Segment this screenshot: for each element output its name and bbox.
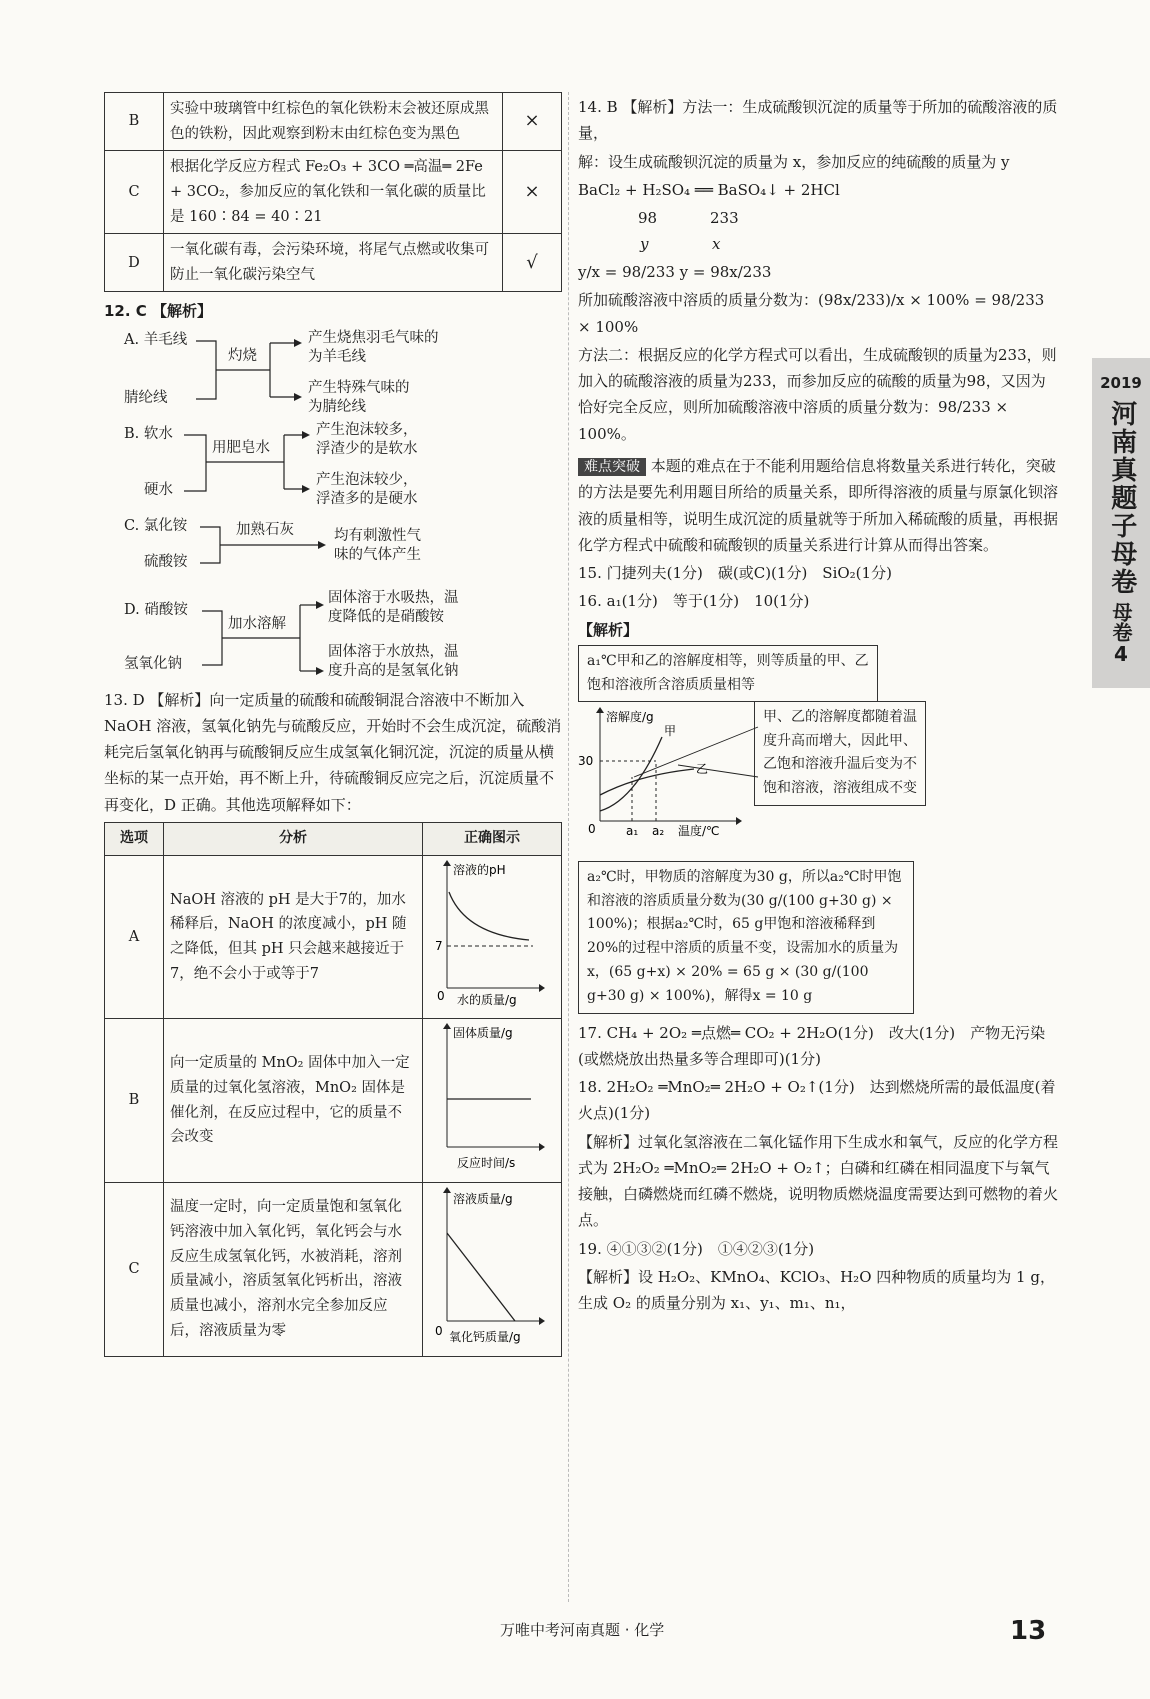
flow-a-label2: 腈纶线: [124, 389, 168, 406]
y-axis-label: 溶液质量/g: [453, 1192, 513, 1207]
table-row: [105, 1019, 562, 1183]
flow-a-label1: A. 羊毛线: [124, 331, 188, 348]
analysis-cell: 温度一定时，向一定质量饱和氢氧化钙溶液中加入氧化钙，氧化钙会与水反应生成氢氧化钙，水被消耗，溶剂质量减小，溶质氢氧化钙析出，溶液质量也减小，溶剂水完全参加反应后，溶液质量为零: [164, 1183, 423, 1357]
y-axis-label: 固体质量/g: [453, 1026, 513, 1041]
mass-baso4: 233: [710, 209, 739, 227]
origin-label: 0: [437, 988, 445, 1003]
curve-label-yi: 乙: [696, 761, 709, 776]
q17-answer: 17. CH₄ + 2O₂ ═点燃═ CO₂ + 2H₂O(1分) 改大(1分) 产物无污染(或燃烧放出热量多等合理即可)(1分): [578, 1023, 1046, 1068]
var-x: x: [712, 235, 721, 253]
analysis-cell: 根据化学反应方程式 Fe₂O₃ + 3CO ═高温═ 2Fe + 3CO₂，参加反应的氧化铁和一氧化碳的质量比是 160∶84 = 40∶21: [164, 151, 503, 234]
flow-d-label2: 氢氧化钠: [124, 655, 182, 672]
analysis-cell: 一氧化碳有毒，会污染环境，将尾气点燃或收集可防止一氧化碳污染空气: [164, 234, 503, 292]
q14-masses: [578, 205, 1058, 257]
option-cell: A: [105, 855, 164, 1019]
mark-cell: ×: [503, 151, 562, 234]
analysis-cell: NaOH 溶液的 pH 是大于7的，加水稀释后，NaOH 的浓度减小，pH 随之降低，但其 pH 只会越来越接近于7，绝不会小于或等于7: [164, 855, 423, 1019]
solubility-graph: [578, 707, 778, 857]
flow-b-result1: 产生泡沫较多，: [316, 421, 418, 438]
x-axis-label: 氧化钙质量/g: [449, 1330, 521, 1345]
mark-cell: ×: [503, 93, 562, 151]
table-row: [105, 234, 562, 292]
difficulty-tag: 难点突破: [578, 458, 646, 476]
side-tab-sub2: 4: [1114, 642, 1128, 667]
flow-diagram-d: [104, 589, 562, 681]
flow-diagram-a: [104, 329, 562, 415]
page-footer: [0, 1617, 1150, 1647]
q16-note-box1: a₁℃甲和乙的溶解度相等，则等质量的甲、乙饱和溶液所含溶质质量相等: [578, 645, 878, 703]
flow-a-result2: 产生特殊气味的: [308, 379, 410, 396]
x-axis-label: 水的质量/g: [457, 992, 517, 1007]
mark-cell: √: [503, 234, 562, 292]
side-tab-sub1: 母卷: [1109, 602, 1133, 643]
flow-c-label1: C. 氯化铵: [124, 517, 188, 534]
flow-c-result1b: 味的气体产生: [334, 546, 421, 563]
x-axis-label: 反应时间/s: [457, 1156, 516, 1171]
flow-d-result2b: 度升高的是氢氧化钠: [328, 662, 459, 679]
flow-a-result2b: 为腈纶线: [308, 398, 366, 415]
flow-d-label1: D. 硝酸铵: [124, 601, 188, 618]
flow-d-result2: 固体溶于水放热，温: [328, 643, 459, 660]
q19-jiexi: 【解析】设 H₂O₂、KMnO₄、KClO₃、H₂O 四种物质的质量均为 1 g，生成 O₂ 的质量分别为 x₁、y₁、m₁、n₁，: [578, 1267, 1055, 1313]
col-header-option: 选项: [105, 822, 164, 855]
flow-d-method: 加水溶解: [228, 615, 286, 632]
difficulty-text: 本题的难点在于不能利用题给信息将数量关系进行转化，突破的方法是要先利用题目所给的质量关系，即所得溶液的质量与原氯化钡溶液的质量相等，说明生成沉淀的质量就等于所加入稀硫酸的质量，再根据化学方程式中硫酸和硫酸钡的质量关系进行计算从而得出答案。: [578, 456, 1059, 554]
q14-line4: 方法二：根据反应的化学方程式可以看出，生成硫酸钡的质量为233，则加入的硫酸溶液的质量为233，而参加反应的硫酸的质量为98，又因为恰好完全反应，则所加硫酸溶液中溶质的质量分数为：98/233 × 100%。: [578, 345, 1057, 443]
y-axis-label: 溶解度/g: [606, 709, 654, 724]
x-axis-label: 温度/℃: [678, 823, 720, 838]
q12-heading: 12. C 【解析】: [104, 302, 213, 321]
table-row: [105, 1183, 562, 1357]
column-divider: [568, 92, 569, 1602]
graph-cell: [423, 855, 562, 1019]
left-column: [104, 92, 562, 1357]
option-cell: B: [105, 93, 164, 151]
side-tab-sub: [1092, 602, 1150, 666]
page-number: 13: [1010, 1616, 1047, 1646]
side-tab-title: 河南真题子母卷: [1106, 400, 1137, 597]
q14-line3: 所加硫酸溶液中溶质的质量分数为：(98x/233)/x × 100% = 98/233 × 100%: [578, 291, 1045, 336]
table-row: [105, 151, 562, 234]
flow-c-result1: 均有刺激性气: [334, 527, 421, 544]
var-y: y: [640, 235, 649, 253]
flow-d-result1: 固体溶于水吸热，温: [328, 589, 459, 606]
q13-table: [104, 822, 562, 1357]
flow-b-method: 用肥皂水: [212, 439, 270, 456]
side-tab: [1092, 358, 1150, 688]
origin-label: 0: [435, 1324, 443, 1339]
option-cell: C: [105, 1183, 164, 1357]
q16-answer: 16. a₁(1分) 等于(1分) 10(1分): [578, 592, 810, 611]
q16-jiexi: 【解析】: [578, 620, 639, 639]
flow-d-result1b: 度降低的是硝酸铵: [328, 608, 444, 625]
solid-mass-graph: [425, 1021, 545, 1171]
graph-cell: [423, 1019, 562, 1183]
q14-equation: BaCl₂ + H₂SO₄ ══ BaSO₄↓ + 2HCl: [578, 180, 840, 199]
right-column: [578, 92, 1058, 1318]
flow-diagram-c: [104, 513, 562, 583]
col-header-analysis: 分析: [164, 822, 423, 855]
flow-diagram-b: [104, 421, 562, 507]
mass-h2so4: 98: [638, 209, 658, 227]
q14-line2: 解：设生成硫酸钡沉淀的质量为 x，参加反应的纯硫酸的质量为 y: [578, 152, 1010, 171]
q18-answer: 18. 2H₂O₂ ═MnO₂═ 2H₂O + O₂↑(1分) 达到燃烧所需的最低温度(着火点)(1分): [578, 1078, 1056, 1123]
flow-c-label2: 硫酸铵: [144, 553, 188, 570]
table-header-row: [105, 822, 562, 855]
y-tick-30: 30: [578, 753, 594, 768]
x-tick-a2: a₂: [652, 823, 665, 838]
q16-note-box2: 甲、乙的溶解度都随着温度升高而增大，因此甲、乙饱和溶液升温后变为不饱和溶液，溶液组成不变: [754, 701, 926, 806]
option-cell: D: [105, 234, 164, 292]
ph-graph: [425, 858, 545, 1008]
q15-answer: 15. 门捷列夫(1分) 碳(或C)(1分) SiO₂(1分): [578, 564, 892, 582]
q19-answer: 19. ④①③②(1分) ①④②③(1分): [578, 1239, 815, 1258]
y-tick-7: 7: [435, 938, 443, 953]
flow-a-result1b: 为羊毛线: [308, 348, 366, 365]
q14-ratio: y/x = 98/233 y = 98x/233: [578, 263, 772, 281]
table-row: [105, 93, 562, 151]
col-header-graph: 正确图示: [423, 822, 562, 855]
q16-diagram: [578, 645, 1058, 857]
graph-cell: [423, 1183, 562, 1357]
analysis-cell: 向一定质量的 MnO₂ 固体中加入一定质量的过氧化氢溶液，MnO₂ 固体是催化剂，在反应过程中，它的质量不会改变: [164, 1019, 423, 1183]
flow-b-result2b: 浮渣多的是硬水: [316, 490, 418, 507]
q16-note-box3: a₂℃时，甲物质的溶解度为30 g，所以a₂℃时甲饱和溶液的溶质质量分数为(30 g/(100 g+30 g) × 100%)；根据a₂℃时，65 g甲饱和溶液稀释到20%的过程中溶质的质量不变，设需加水的质量为x，(65 g+x) × 20% = 65 g × (30 g/(100 g+30 g) × 100%)，解得x = 10 g: [578, 861, 914, 1014]
q11-table: [104, 92, 562, 292]
analysis-cell: 实验中玻璃管中红棕色的氧化铁粉末会被还原成黑色的铁粉，因此观察到粉末由红棕色变为黑色: [164, 93, 503, 151]
flow-b-result1b: 浮渣少的是软水: [316, 440, 418, 457]
option-cell: C: [105, 151, 164, 234]
flow-c-method: 加熟石灰: [236, 521, 294, 538]
flow-b-result2: 产生泡沫较少，: [316, 471, 418, 488]
option-cell: B: [105, 1019, 164, 1183]
flow-b-label2: 硬水: [144, 481, 173, 498]
solution-mass-graph: [425, 1185, 545, 1345]
table-row: [105, 855, 562, 1019]
side-tab-year: 2019: [1100, 374, 1142, 392]
flow-b-label1: B. 软水: [124, 425, 173, 442]
q18-jiexi: 【解析】过氧化氢溶液在二氧化锰作用下生成水和氧气，反应的化学方程式为 2H₂O₂ ═MnO₂═ 2H₂O + O₂↑；白磷和红磷在相同温度下与氧气接触，白磷燃烧而红磷不燃烧，说明物质燃烧温度需要达到可燃物的着火点。: [578, 1132, 1059, 1230]
origin-label: 0: [588, 821, 596, 836]
footer-brand: 万唯中考河南真题 · 化学: [500, 1621, 665, 1639]
x-tick-a1: a₁: [626, 823, 639, 838]
flow-a-result1: 产生烧焦羽毛气味的: [308, 329, 439, 346]
q14-line1: 14. B 【解析】方法一：生成硫酸钡沉淀的质量等于所加的硫酸溶液的质量，: [578, 98, 1058, 143]
curve-label-jia: 甲: [664, 723, 677, 738]
y-axis-label: 溶液的pH: [453, 862, 506, 877]
q13-text: 13. D 【解析】向一定质量的硫酸和硫酸铜混合溶液中不断加入 NaOH 溶液，氢氧化钠先与硫酸反应，开始时不会生成沉淀，硫酸消耗完后氢氧化钠再与硫酸铜反应生成氢氧化铜沉淀，沉淀的质量从横坐标的某一点开始，再不断上升，待硫酸铜反应完之后，沉淀质量不再变化，D 正确。其他选项解释如下：: [104, 690, 562, 814]
q14-difficulty: [578, 453, 1058, 558]
flow-a-method: 灼烧: [228, 347, 257, 364]
